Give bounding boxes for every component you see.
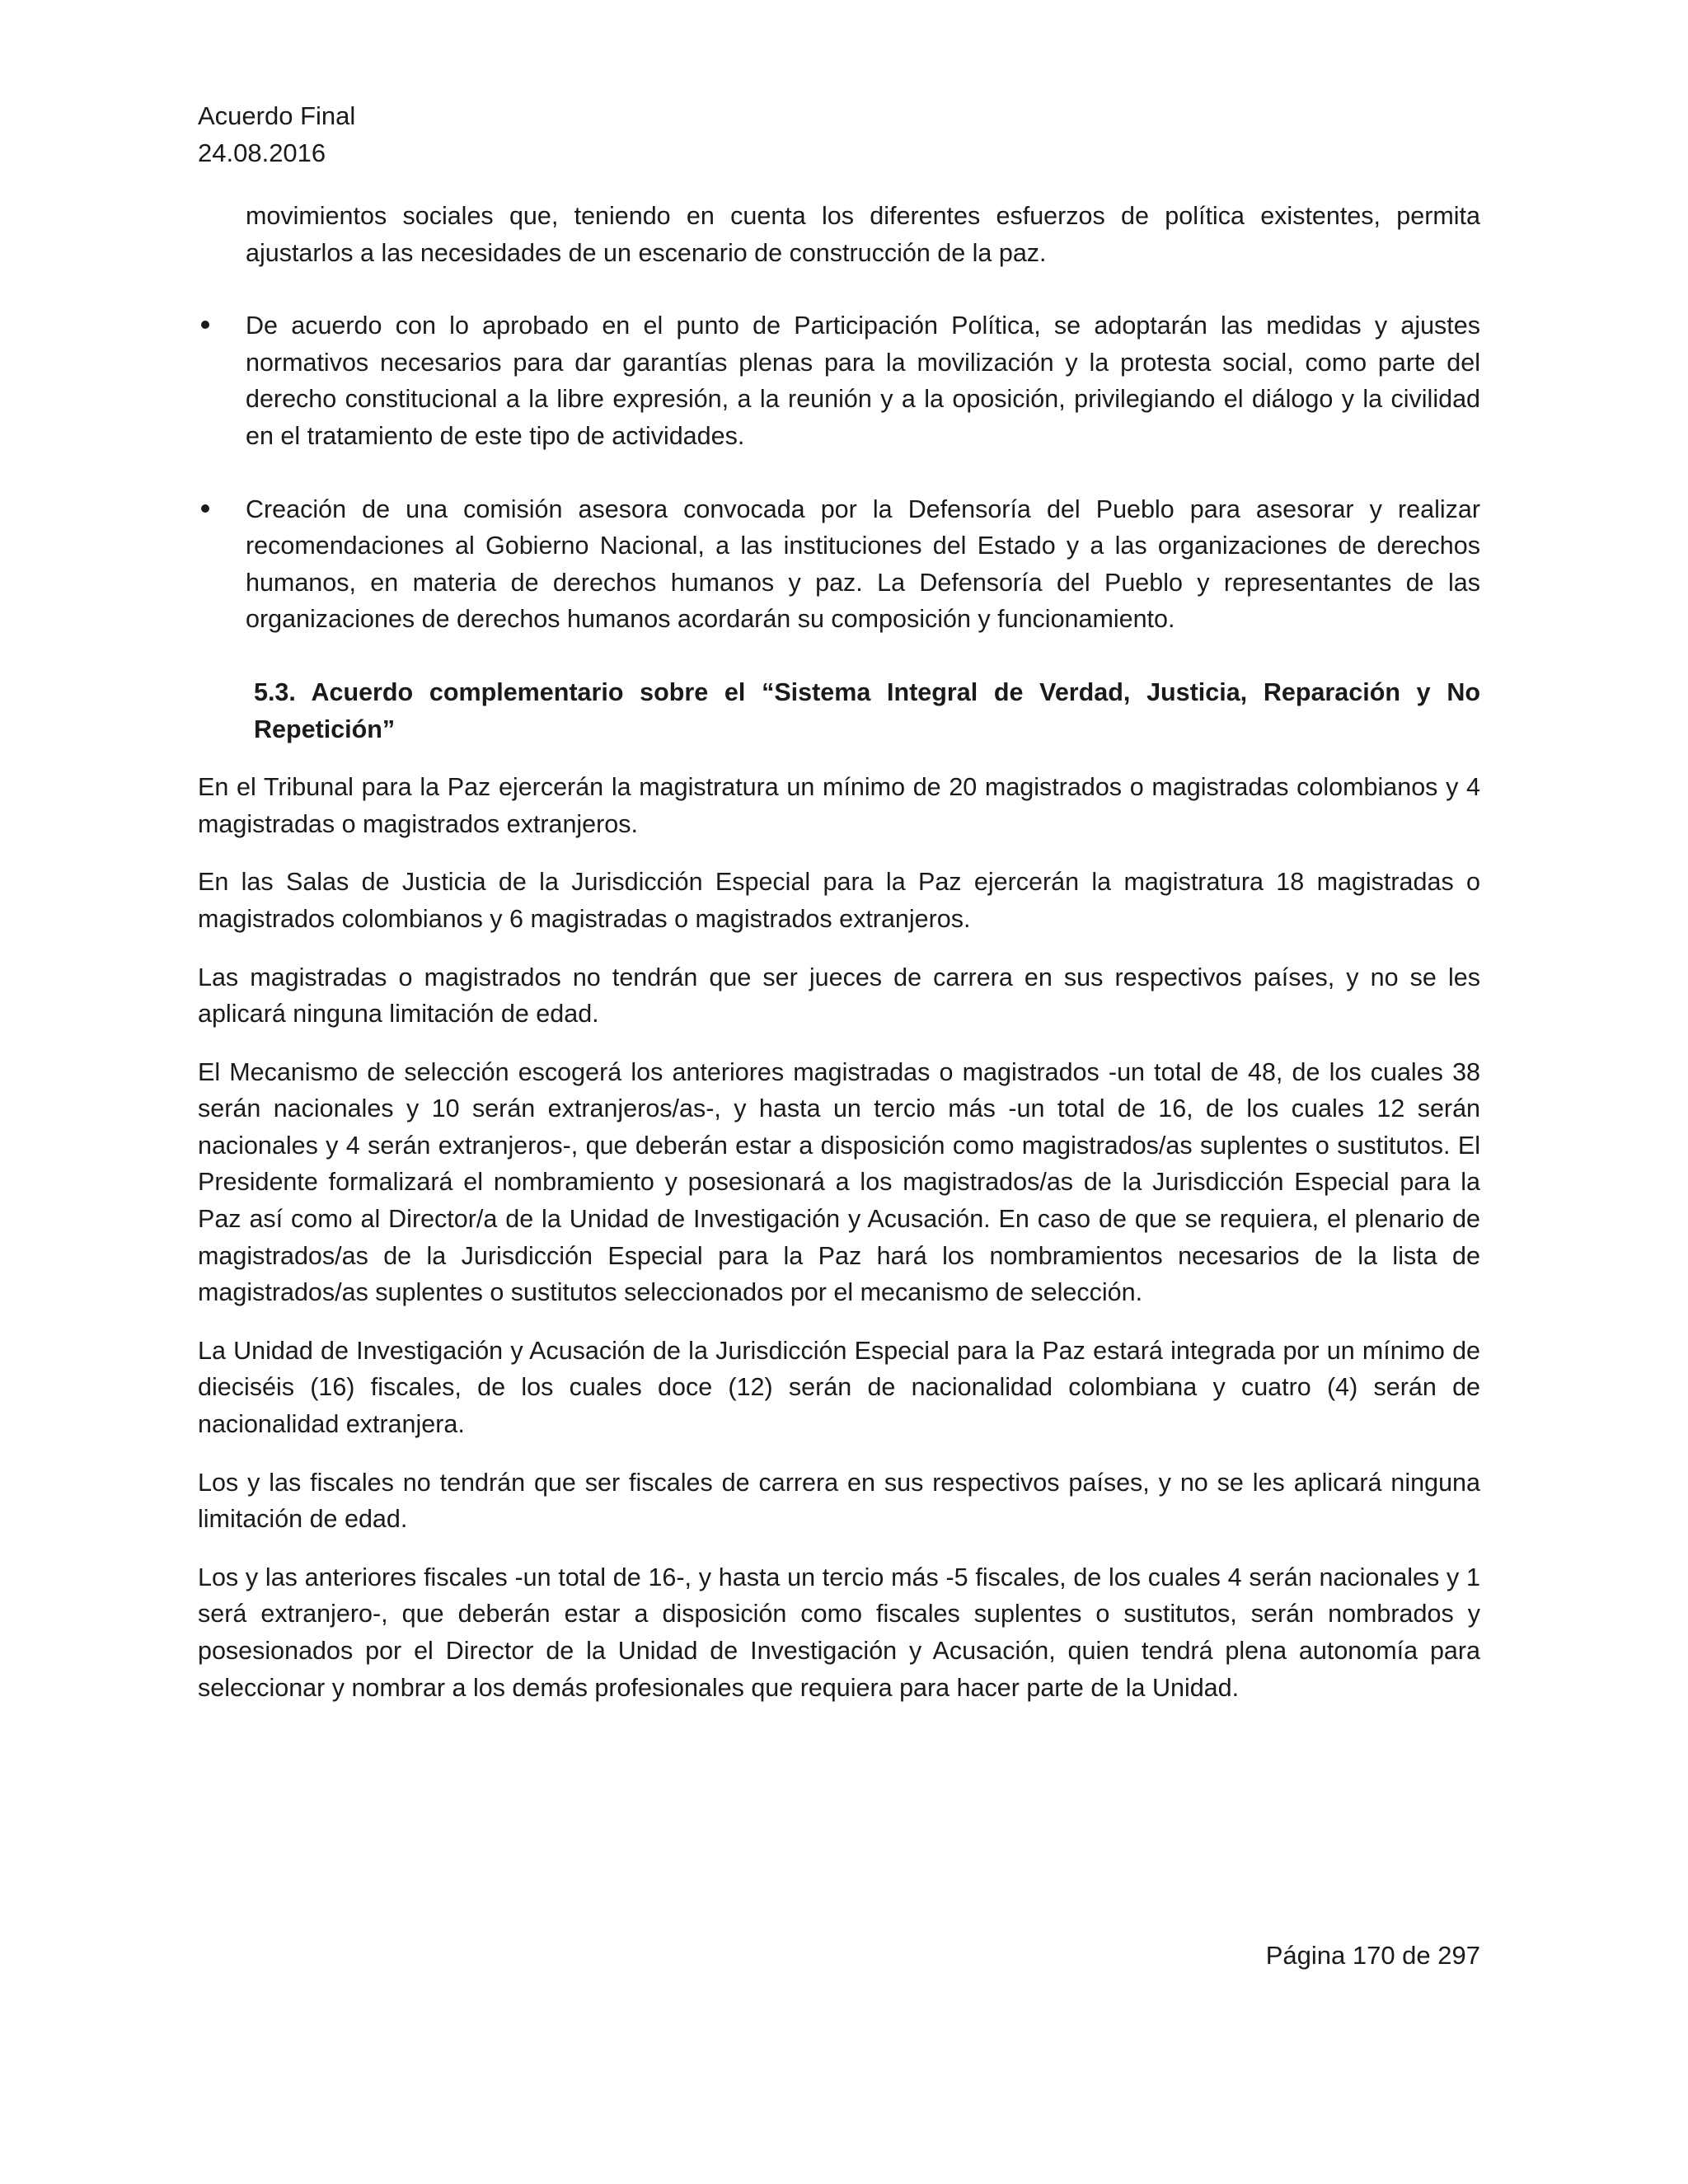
body-paragraph: La Unidad de Investigación y Acusación de la Jurisdicción Especial para la Paz estará integrada por un mínimo de dieciséis (16) fiscales, de los cuales doce (12) serán de nacionalidad colombiana y cuatro (4) serán de nacionalidad extranjera. [198,1336,1480,1439]
document-date: 24.08.2016 [198,138,326,167]
body-paragraph: El Mecanismo de selección escogerá los anteriores magistradas o magistrados -un total de 48, de los cuales 38 serán nacionales y 10 serán extranjeros/as-, y hasta un tercio más -un total de 16, de los cuales 12 serán nacionales y 4 serán extranjeros-, que deberán estar a disposición como magistrados/as suplentes o sustitutos. El Presidente formalizará el nombramiento y posesionará a los magistrados/as de la Jurisdicción Especial para la Paz así como al Director/a de la Unidad de Investigación y Acusación. En caso de que se requiera, el plenario de magistrados/as de la Jurisdicción Especial para la Paz hará los nombramientos necesarios de la lista de magistrados/as suplentes o sustitutos seleccionados por el mecanismo de selección. [198,1057,1480,1307]
document-title: Acuerdo Final [198,101,356,130]
body-paragraph: Las magistradas o magistrados no tendrán que ser jueces de carrera en sus respectivos países, y no se les aplicará ninguna limitación de edad. [198,963,1480,1029]
section-heading: 5.3. Acuerdo complementario sobre el “Sistema Integral de Verdad, Justicia, Reparación y No Repetición” [254,677,1480,743]
bullet-text: Creación de una comisión asesora convocada por la Defensoría del Pueblo para asesorar y realizar recomendaciones al Gobierno Nacional, a las instituciones del Estado y a las organizaciones de derechos humanos, en materia de derechos humanos y paz. La Defensoría del Pueblo y representantes de las organizaciones de derechos humanos acordarán su composición y funcionamiento. [246,494,1480,634]
body-paragraph: En las Salas de Justicia de la Jurisdicción Especial para la Paz ejercerán la magistratura 18 magistradas o magistrados colombianos y 6 magistradas o magistrados extranjeros. [198,868,1480,933]
bullet-text: De acuerdo con lo aprobado en el punto de Participación Política, se adoptarán las medidas y ajustes normativos necesarios para dar garantías plenas para la movilización y la protesta social, como parte del derecho constitucional a la libre expresión, a la reunión y a la oposición, privilegiando el diálogo y la civilidad en el tratamiento de este tipo de actividades. [246,312,1480,450]
bullet-item [198,307,1480,454]
continuation-paragraph: movimientos sociales que, teniendo en cuenta los diferentes esfuerzos de política existentes, permita ajustarlos a las necesidades de un escenario de construcción de la paz. [246,202,1480,267]
body-paragraph: Los y las fiscales no tendrán que ser fiscales de carrera en sus respectivos países, y no se les aplicará ninguna limitación de edad. [198,1468,1480,1534]
page-header [198,97,355,171]
document-body [198,198,1480,1727]
body-paragraph: En el Tribunal para la Paz ejercerán la magistratura un mínimo de 20 magistrados o magistradas colombianos y 4 magistradas o magistrados extranjeros. [198,773,1480,838]
bullet-item [198,491,1480,638]
body-paragraph: Los y las anteriores fiscales -un total de 16-, y hasta un tercio más -5 fiscales, de los cuales 4 serán nacionales y 1 será extranjero-, que deberán estar a disposición como fiscales suplentes o sustitutos, serán nombrados y posesionados por el Director de la Unidad de Investigación y Acusación, quien tendrá plena autonomía para seleccionar y nombrar a los demás profesionales que requiera para hacer parte de la Unidad. [198,1563,1480,1702]
page-number: Página 170 de 297 [1265,1941,1480,1970]
